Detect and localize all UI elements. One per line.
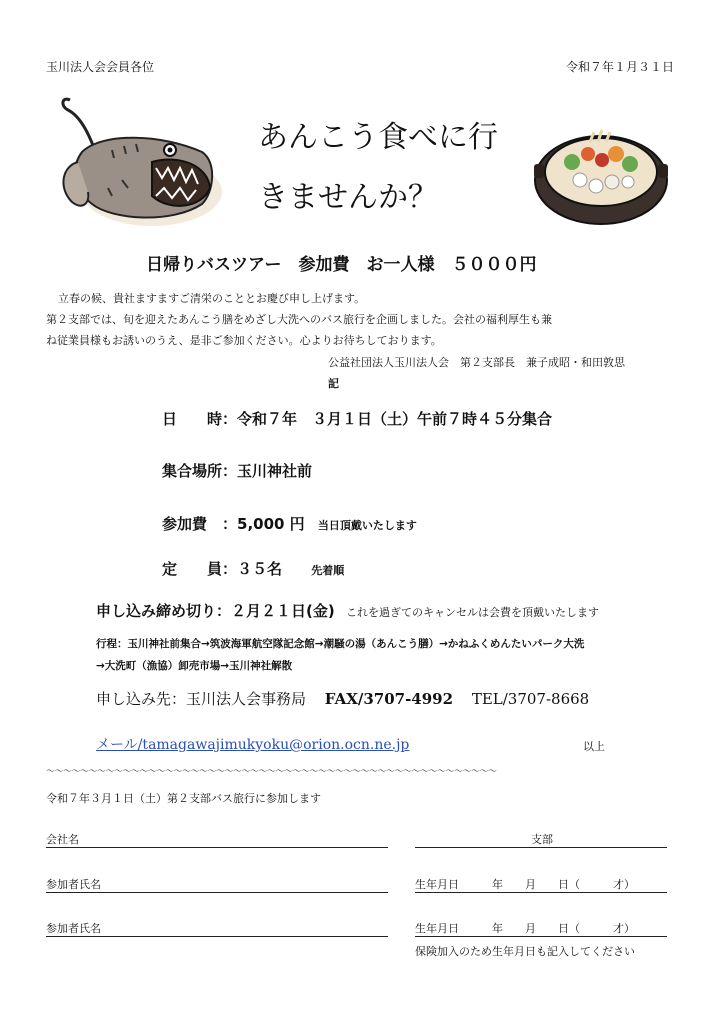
fee-label: 参加費 ： <box>162 515 238 533</box>
tel-number: TEL/3707-8668 <box>471 690 590 708</box>
datetime-value: 令和７年 ３月１日（土）午前７時４５分集合 <box>237 410 553 428</box>
ki-mark: 記 <box>328 377 339 390</box>
capacity-label: 定 員： <box>162 560 238 578</box>
contact-label: 申し込み先：玉川法人会事務局 <box>96 690 307 708</box>
form-heading: 令和７年３月１日（土）第２支部バス旅行に参加します <box>46 792 321 805</box>
datetime-row <box>162 408 552 429</box>
email-link[interactable]: メール/tamagawajimukyoku@orion.ocn.ne.jp <box>96 737 410 753</box>
place-row <box>162 460 312 481</box>
intro-greeting: 立春の候、貴社ますますご清栄のこととお慶び申し上げます。 <box>58 292 366 305</box>
participant-name-label-2: 参加者氏名 <box>46 922 101 935</box>
branch-label: 支部 <box>531 833 553 846</box>
company-name-field[interactable] <box>46 847 388 848</box>
contact-row <box>96 688 589 709</box>
recipient-line: 玉川法人会会員各位 <box>46 60 155 74</box>
capacity-value: ３５名 <box>237 560 283 578</box>
birthdate-label-1: 生年月日 年 月 日（ 才） <box>415 878 635 891</box>
anko-nabe-hotpot-illustration <box>532 120 670 228</box>
fee-row <box>162 513 417 534</box>
place-label: 集合場所： <box>162 462 238 480</box>
fax-number: FAX/3707-4992 <box>324 690 454 708</box>
branch-field[interactable] <box>415 847 667 848</box>
title-line-2: きませんか？ <box>258 180 438 215</box>
capacity-note: 先着順 <box>311 564 345 577</box>
fee-value: 5,000 円 <box>237 515 305 533</box>
deadline-row <box>96 600 599 621</box>
itinerary-line-2: →大洗町（漁協）卸売市場→玉川神社解散 <box>96 660 293 672</box>
participant-name-field-2[interactable] <box>46 936 388 937</box>
birthdate-field-1[interactable] <box>415 892 667 893</box>
itinerary-line-1: 行程：玉川神社前集合→筑波海軍航空隊記念館→潮騒の湯（あんこう膳）→かねふくめんたいパーク大洗 <box>96 638 585 650</box>
deadline-note: これを過ぎてのキャンセルは会費を頂戴いたします <box>345 606 599 619</box>
anglerfish-illustration <box>52 92 222 232</box>
fee-note: 当日頂戴いたします <box>317 519 417 532</box>
participant-name-field-1[interactable] <box>46 892 388 893</box>
end-mark: 以上 <box>583 740 605 753</box>
company-name-label: 会社名 <box>46 833 79 846</box>
datetime-label: 日 時： <box>162 410 238 428</box>
insurance-note: 保険加入のため生年月日も記入してください <box>415 945 635 958</box>
intro-body-line-1: 第２支部では、旬を迎えたあんこう膳をめざし大洗へのバス旅行を企画しました。会社の福利厚生も兼 <box>46 313 552 326</box>
signature: 公益社団法人玉川法人会 第２支部長 兼子成昭・和田敦思 <box>328 356 625 369</box>
deadline-value: ２月２１日(金) <box>231 602 335 620</box>
participant-name-label-1: 参加者氏名 <box>46 878 101 891</box>
title-line-1: あんこう食べに行 <box>258 120 498 155</box>
place-value: 玉川神社前 <box>237 462 313 480</box>
deadline-label: 申し込み締め切り： <box>96 602 232 620</box>
issue-date: 令和７年１月３１日 <box>566 60 675 74</box>
birthdate-field-2[interactable] <box>415 936 667 937</box>
capacity-row <box>162 558 344 579</box>
birthdate-label-2: 生年月日 年 月 日（ 才） <box>415 922 635 935</box>
subtitle-bus-tour: 日帰りバスツアー 参加費 お一人様 ５０００円 <box>146 255 537 275</box>
intro-body-line-2: ね従業員様もお誘いのうえ、是非ご参加ください。心よりお待ちしております。 <box>46 334 442 347</box>
cut-line-divider: ～～～～～～～～～～～～～～～～～～～～～～～～～～～～～～～～～～～～～～～～～～～～～～～～～～～～～ <box>46 767 497 777</box>
